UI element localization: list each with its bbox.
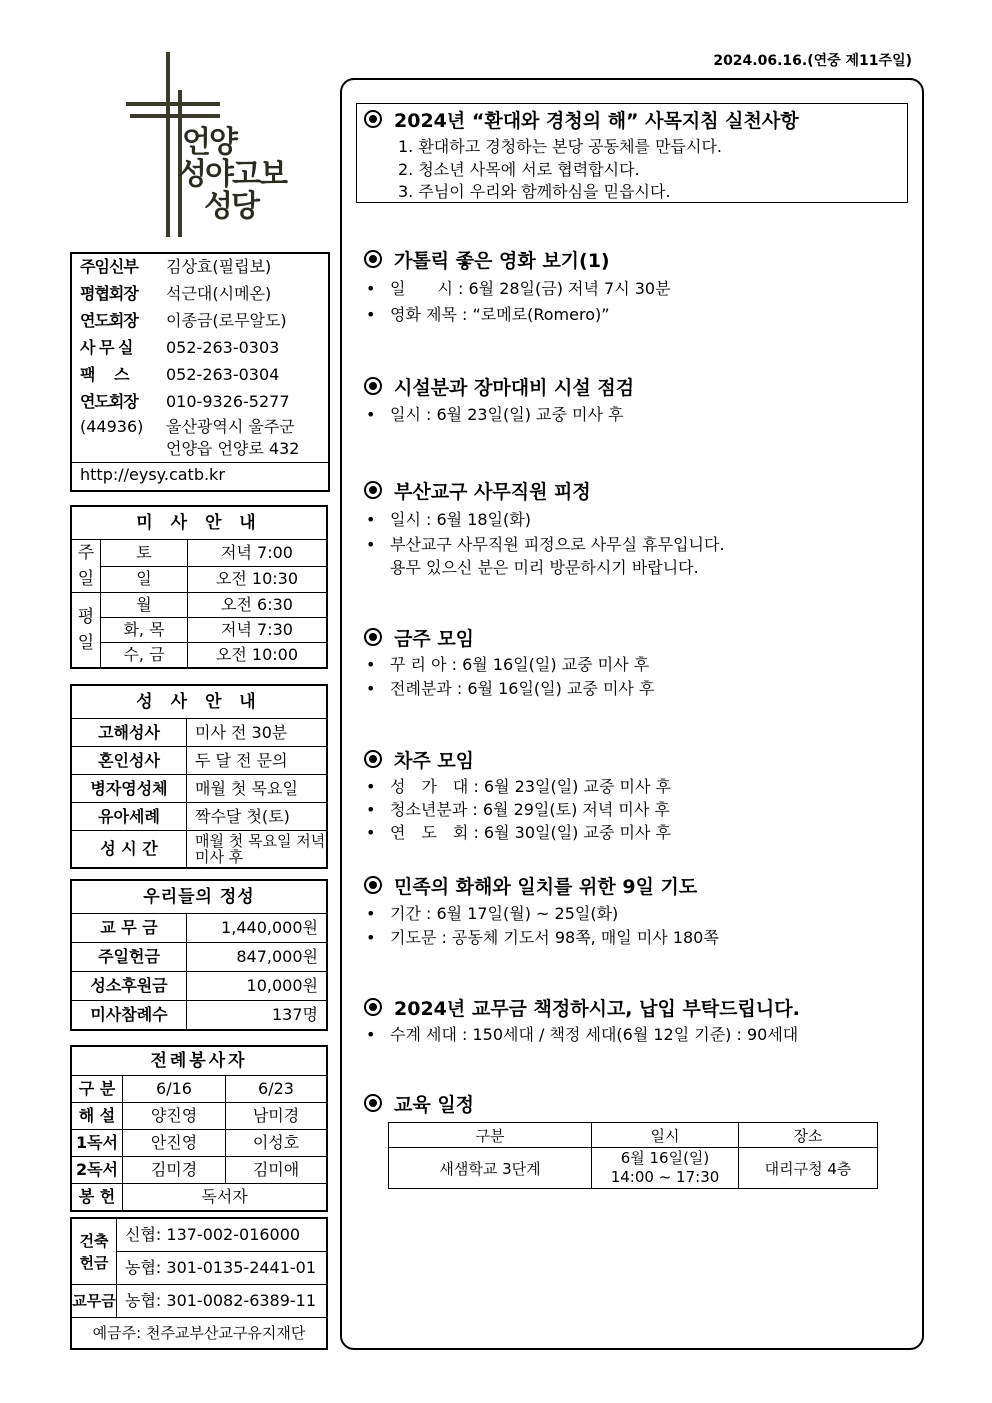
section-title: 금주 모임	[364, 624, 474, 651]
target-bullet-icon	[364, 750, 382, 768]
building-fund-label: 건축 헌금	[71, 1218, 117, 1285]
logo-text-1: 언양	[182, 125, 236, 160]
weekday-label: 평일	[71, 593, 101, 669]
section-title: 2024년 교무금 책정하시고, 납입 부탁드립니다.	[364, 994, 800, 1021]
principles-title: 2024년 “환대와 경청의 해” 사목지침 실천사항	[364, 106, 799, 133]
logo-text-2: 성야고보	[178, 157, 286, 192]
sunday-label: 주일	[71, 540, 101, 593]
section-title: 민족의 화해와 일치를 위한 9일 기도	[364, 872, 697, 899]
mass-schedule-title: 미 사 안 내	[71, 506, 327, 540]
section-title: 차주 모임	[364, 746, 474, 773]
target-bullet-icon	[364, 110, 382, 128]
principle-item: 2. 청소년 사목에 서로 협력합시다.	[398, 160, 640, 179]
target-bullet-icon	[364, 377, 382, 395]
sacrament-table: 성 사 안 내 고해성사 미사 전 30분 혼인성사 두 달 전 문의 병자영성체 매월 첫 목요일 유아세례 짝수달 첫(토) 성 시 간 매월 첫 목요일 저녁미사 후	[70, 684, 328, 869]
tithe-label: 교무금	[71, 1285, 117, 1318]
bulletin-date: 2024.06.16.(연중 제11주일)	[713, 53, 912, 69]
logo-text-3: 성당	[204, 189, 258, 224]
section-title: 시설분과 장마대비 시설 점검	[364, 373, 634, 400]
parish-logo	[120, 52, 290, 242]
offering-table: 우리들의 정성 교 무 금 1,440,000원 주일헌금 847,000원 성소후원금 10,000원 미사참례수 137명	[70, 879, 328, 1031]
donation-accounts-table: 건축 헌금 신협: 137-002-016000 농협: 301-0135-2441-01 교무금 농협: 301-0082-6389-11 예금주: 천주교부산교구유지재단	[70, 1217, 328, 1350]
info-row: 주임신부 김상효(필립보)	[80, 257, 272, 276]
servers-title: 전례봉사자	[71, 1046, 327, 1076]
address-row: (44936) 울산광역시 울주군	[80, 417, 295, 436]
liturgy-servers-table: 전례봉사자 구 분 6/16 6/23 해 설 양진영 남미경 1독서 안진영 이성호 2독서 김미경 김미애 봉 헌 독서자	[70, 1045, 328, 1212]
info-row: 연도회장 이종금(로무알도)	[80, 311, 287, 330]
section-line: • 부산교구 사무직원 피정으로 사무실 휴무입니다.	[366, 535, 725, 554]
principle-item: 1. 환대하고 경청하는 본당 공동체를 만듭시다.	[398, 137, 722, 156]
section-line: • 일 시 : 6월 28일(금) 저녁 7시 30분	[366, 279, 671, 298]
section-line: • 청소년분과 : 6월 29일(토) 저녁 미사 후	[366, 800, 670, 819]
principle-item: 3. 주님이 우리와 함께하심을 믿읍시다.	[398, 182, 671, 201]
info-row: 평협회장 석근대(시메온)	[80, 284, 272, 303]
section-title: 교육 일정	[364, 1090, 474, 1117]
address-line2: 언양읍 언양로 432	[166, 439, 300, 458]
homepage-url[interactable]: http://eysy.catb.kr	[80, 465, 225, 484]
section-line: • 수계 세대 : 150세대 / 책정 세대(6월 12일 기준) : 90세대	[366, 1025, 799, 1044]
section-line: • 일시 : 6월 23일(일) 교중 미사 후	[366, 405, 624, 424]
sacrament-title: 성 사 안 내	[71, 685, 327, 719]
target-bullet-icon	[364, 876, 382, 894]
section-line: • 연 도 회 : 6월 30일(일) 교중 미사 후	[366, 823, 671, 842]
section-line: • 성 가 대 : 6월 23일(일) 교중 미사 후	[366, 777, 671, 796]
info-row: 사 무 실 052-263-0303	[80, 338, 280, 357]
target-bullet-icon	[364, 628, 382, 646]
section-line: • 기간 : 6월 17일(월) ~ 25일(화)	[366, 904, 619, 923]
section-line: • 전례분과 : 6월 16일(일) 교중 미사 후	[366, 679, 655, 698]
target-bullet-icon	[364, 250, 382, 268]
mass-schedule-table: 미 사 안 내 주일 토 저녁 7:00 일 오전 10:30 평일 월 오전 6:30 화, 목 저녁 7:30 수, 금 오전 10:00	[70, 505, 328, 669]
education-schedule-table: 구분 일시 장소 새샘학교 3단계 6월 16일(일) 14:00 ~ 17:30 대리구청 4층	[388, 1122, 878, 1189]
section-line: • 영화 제목 : “로메로(Romero)”	[366, 305, 610, 324]
cross-icon	[166, 52, 170, 237]
section-line: • 기도문 : 공동체 기도서 98쪽, 매일 미사 180쪽	[366, 928, 719, 947]
info-row: 연도회장 010-9326-5277	[80, 392, 290, 411]
contact-info-box	[70, 252, 330, 492]
section-line: • 일시 : 6월 18일(화)	[366, 510, 531, 529]
section-line: 용무 있으신 분은 미리 방문하시기 바랍니다.	[390, 558, 699, 577]
section-title: 부산교구 사무직원 피정	[364, 477, 591, 504]
target-bullet-icon	[364, 998, 382, 1016]
target-bullet-icon	[364, 481, 382, 499]
account-holder: 예금주: 천주교부산교구유지재단	[71, 1318, 327, 1350]
info-row: 팩 스 052-263-0304	[80, 365, 280, 384]
target-bullet-icon	[364, 1094, 382, 1112]
section-title: 가톨릭 좋은 영화 보기(1)	[364, 246, 610, 273]
section-line: • 꾸 리 아 : 6월 16일(일) 교중 미사 후	[366, 655, 650, 674]
offering-title: 우리들의 정성	[71, 880, 327, 914]
